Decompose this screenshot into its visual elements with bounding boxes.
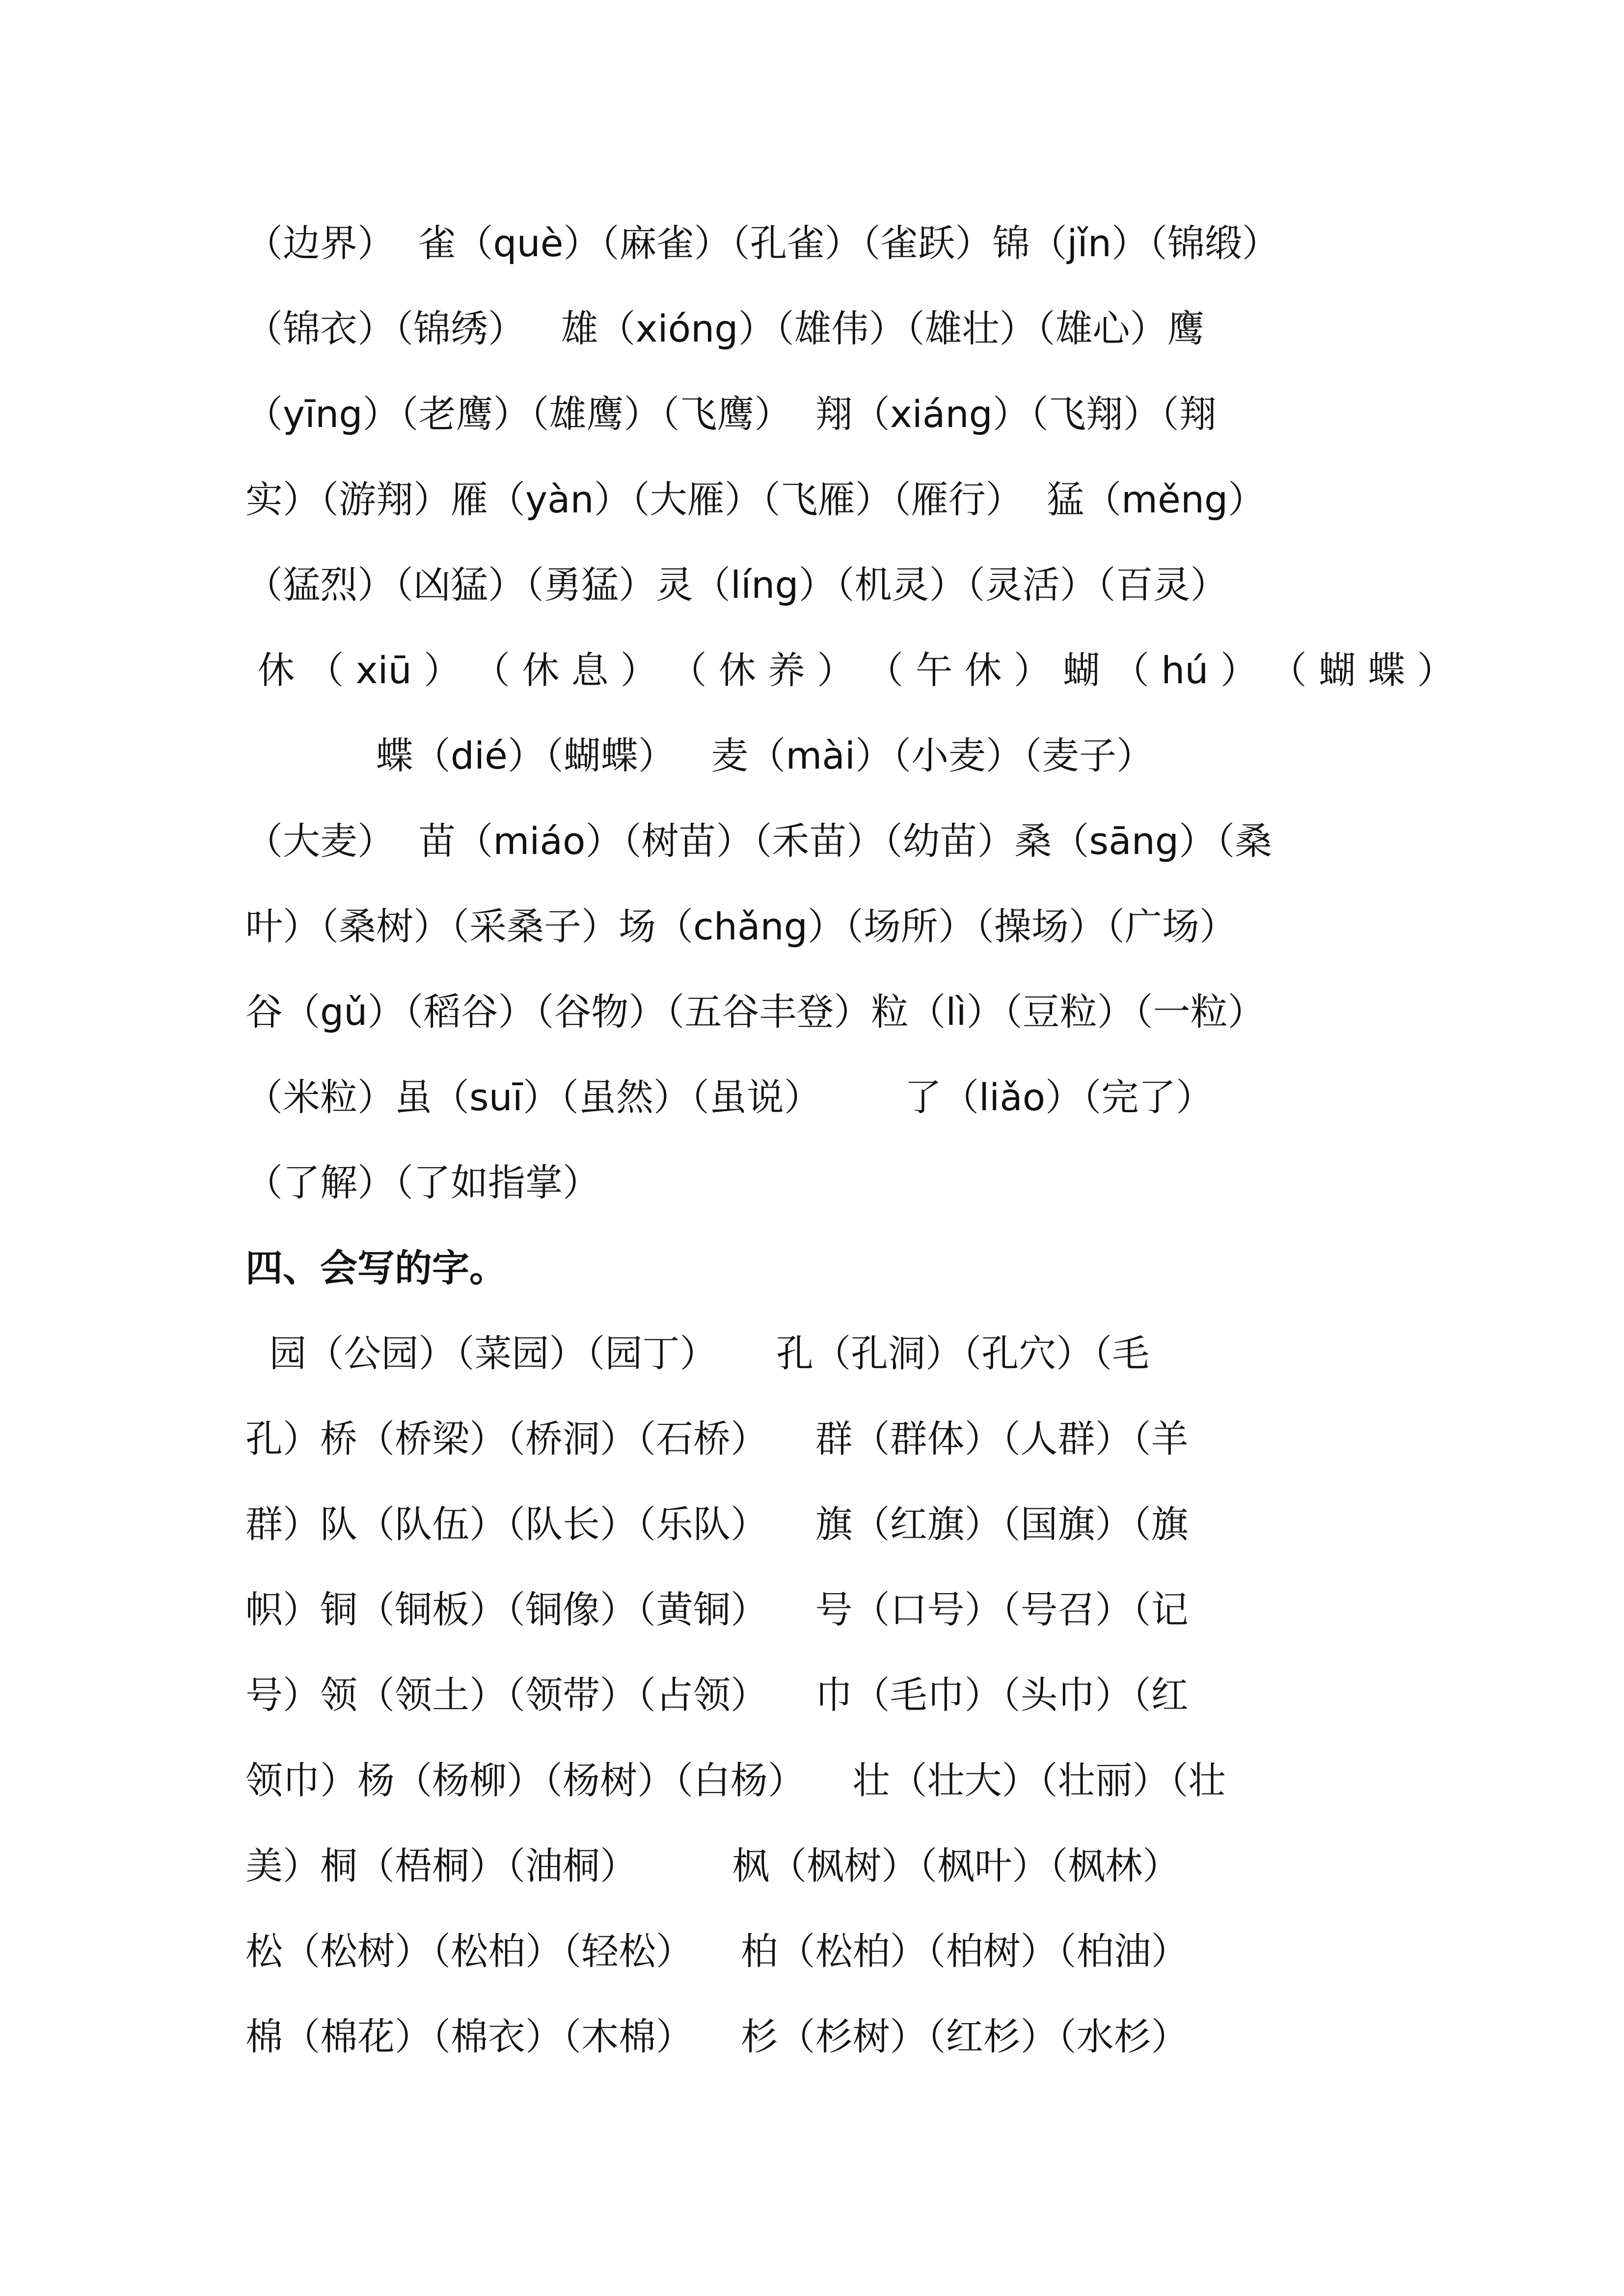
section-heading: 四、会写的字。 <box>245 1246 507 1290</box>
text-line-14: 孔）桥（桥梁）（桥洞）（石桥） 群（群体）（人群）（羊 <box>245 1417 1189 1461</box>
text-line-19: 美）桐（梧桐）（油桐） 枫（枫树）（枫叶）（枫林） <box>245 1844 1180 1888</box>
text-line-1: （边界） 雀（què）（麻雀）（孔雀）（雀跃）锦（jǐn）（锦缎） <box>245 221 1279 265</box>
text-line-10: 谷（gǔ）（稻谷）（谷物）（五谷丰登）粒（lì）（豆粒）（一粒） <box>245 990 1265 1034</box>
text-line-7: 蝶（dié）（蝴蝶） 麦（mài）（小麦）（麦子） <box>245 734 1154 777</box>
text-line-15: 群）队（队伍）（队长）（乐队） 旗（红旗）（国旗）（旗 <box>245 1502 1189 1546</box>
text-line-8: （大麦） 苗（miáo）（树苗）（禾苗）（幼苗）桑（sāng）（桑 <box>245 819 1272 863</box>
text-line-4: 实）（游翔）雁（yàn）（大雁）（飞雁）（雁行） 猛（měng） <box>245 478 1266 521</box>
text-line-12: （了解）（了如指掌） <box>245 1161 600 1204</box>
text-line-17: 号）领（领土）（领带）（占领） 巾（毛巾）（头巾）（红 <box>245 1673 1189 1717</box>
text-line-2: （锦衣）（锦绣） 雄（xióng）（雄伟）（雄壮）（雄心）鹰 <box>245 307 1205 350</box>
text-line-6: 休 （ xiū ） （ 休 息 ） （ 休 养 ） （ 午 休 ） 蝴 （ hú ） （ 蝴 蝶 ） <box>245 648 1455 692</box>
text-line-16: 帜）铜（铜板）（铜像）（黄铜） 号（口号）（号召）（记 <box>245 1588 1189 1631</box>
text-line-20: 松（松树）（松柏）（轻松） 柏（松柏）（柏树）（柏油） <box>245 1929 1189 1973</box>
text-line-11: （米粒）虽（suī）（虽然）（虽说） 了（liǎo）（完了） <box>245 1075 1214 1119</box>
text-line-13: 园（公园）（菜园）（园丁） 孔（孔洞）（孔穴）（毛 <box>245 1332 1150 1375</box>
text-line-3: （yīng）（老鹰）（雄鹰）（飞鹰） 翔（xiáng）（飞翔）（翔 <box>245 392 1217 436</box>
text-line-18: 领巾）杨（杨柳）（杨树）（白杨） 壮（壮大）（壮丽）（壮 <box>245 1759 1226 1802</box>
text-line-5: （猛烈）（凶猛）（勇猛）灵（líng）（机灵）（灵活）（百灵） <box>245 563 1228 607</box>
text-line-21: 棉（棉花）（棉衣）（木棉） 杉（杉树）（红杉）（水杉） <box>245 2015 1189 2058</box>
text-line-9: 叶）（桑树）（采桑子）场（chǎng）（场所）（操场）（广场） <box>245 905 1237 948</box>
